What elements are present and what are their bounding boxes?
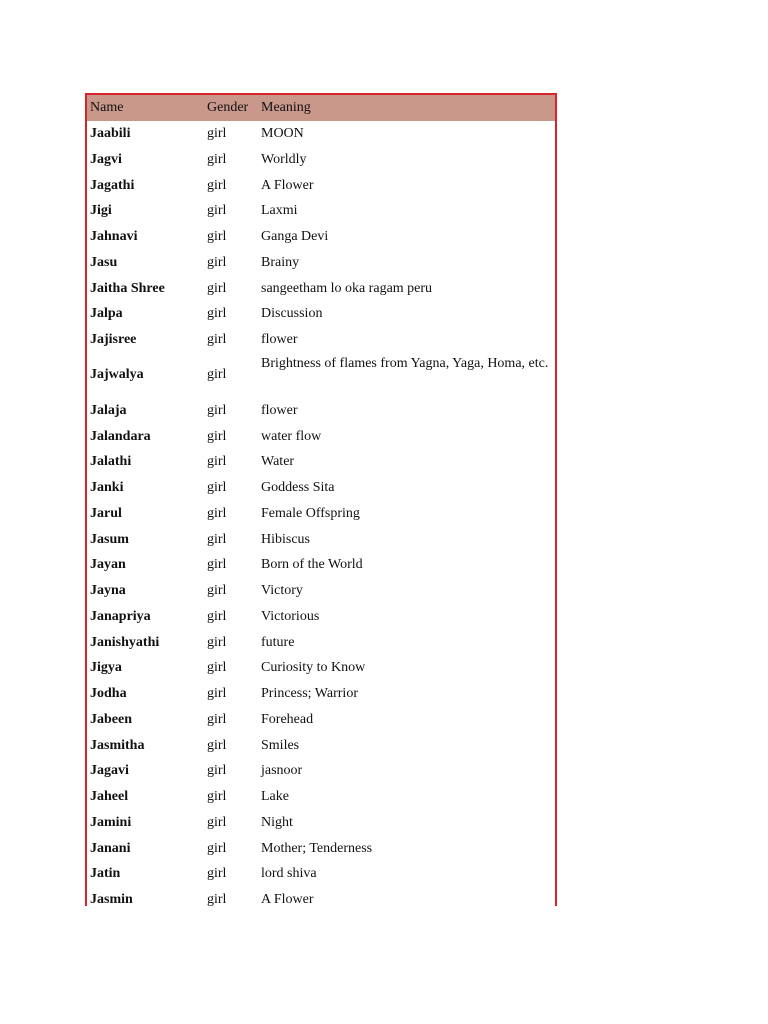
table-row [87, 276, 555, 302]
meaning-cell: lord shiva [261, 866, 317, 882]
gender-cell: girl [207, 737, 227, 753]
gender-cell: girl [207, 789, 227, 804]
table-row [87, 424, 555, 450]
gender-cell: girl [207, 557, 227, 573]
gender-cell: girl [207, 454, 227, 470]
gender-cell: girl [207, 126, 227, 141]
table-row [87, 578, 555, 604]
table-row [87, 475, 555, 501]
name-cell: Jalpa [90, 306, 123, 322]
meaning-cell: jasnoor [261, 763, 303, 779]
name-cell: Janapriya [90, 608, 151, 624]
table-row [87, 301, 555, 327]
meaning-cell: Hibiscus [261, 531, 310, 547]
gender-cell: girl [207, 402, 227, 418]
name-cell: Jabeen [90, 711, 132, 727]
table-row [87, 353, 555, 398]
gender-cell: girl [207, 660, 227, 676]
meaning-cell: Ganga Devi [261, 229, 329, 244]
table-row [87, 836, 555, 862]
gender-cell: girl [207, 711, 227, 727]
meaning-cell: Curiosity to Know [261, 660, 366, 676]
meaning-cell: A Flower [261, 892, 314, 907]
table-row [87, 198, 555, 224]
name-cell: Jagathi [90, 177, 135, 193]
table-row [87, 552, 555, 578]
gender-cell: girl [207, 428, 227, 444]
table-row [87, 810, 555, 836]
table-row [87, 733, 555, 759]
meaning-cell: sangeetham lo oka ragam peru [261, 280, 433, 296]
meaning-cell: Brainy [261, 254, 300, 270]
gender-cell: girl [207, 505, 227, 521]
gender-cell: girl [207, 254, 227, 270]
table-row [87, 887, 555, 913]
meaning-cell: Victory [261, 583, 303, 598]
header-name: Name [90, 100, 124, 115]
meaning-cell: Victorious [261, 608, 320, 624]
gender-cell: girl [207, 763, 227, 779]
gender-cell: girl [207, 366, 227, 382]
name-cell: Jayan [90, 557, 126, 573]
gender-cell: girl [207, 332, 227, 347]
name-cell: Jodha [90, 686, 127, 701]
gender-cell: girl [207, 840, 227, 856]
table-body [87, 121, 555, 913]
meaning-cell: Smiles [261, 737, 300, 753]
gender-cell: girl [207, 892, 227, 907]
meaning-cell: Mother; Tenderness [261, 840, 373, 856]
meaning-cell: Brightness of flames from Yagna, Yaga, Homa, etc. [261, 355, 549, 371]
name-cell: Jamini [90, 814, 132, 830]
meaning-cell: Night [261, 814, 293, 830]
name-cell: Jaheel [90, 789, 129, 804]
name-cell: Jarul [90, 505, 122, 521]
meaning-cell: A Flower [261, 177, 314, 193]
header-gender: Gender [207, 100, 249, 115]
table-row [87, 861, 555, 887]
name-cell: Janki [90, 480, 124, 495]
table-row [87, 121, 555, 147]
meaning-cell: Lake [261, 789, 289, 804]
name-cell: Jahnavi [90, 229, 138, 244]
name-cell: Janishyathi [90, 634, 160, 650]
meaning-cell: water flow [261, 428, 322, 444]
table-row [87, 604, 555, 630]
meaning-cell: Discussion [261, 306, 323, 322]
meaning-cell: Goddess Sita [261, 480, 335, 495]
gender-cell: girl [207, 583, 227, 598]
gender-cell: girl [207, 480, 227, 495]
table-row [87, 224, 555, 250]
table-row [87, 250, 555, 276]
table-row [87, 327, 555, 353]
gender-cell: girl [207, 866, 227, 882]
name-cell: Jatin [90, 866, 121, 882]
gender-cell: girl [207, 686, 227, 701]
meaning-cell: Laxmi [261, 203, 298, 219]
name-cell: Jagvi [90, 151, 122, 167]
name-cell: Jajisree [90, 332, 137, 347]
gender-cell: girl [207, 608, 227, 624]
table-row [87, 527, 555, 553]
gender-cell: girl [207, 177, 227, 193]
name-cell: Jasmitha [90, 737, 145, 753]
table-row [87, 147, 555, 173]
meaning-cell: Born of the World [261, 557, 363, 573]
gender-cell: girl [207, 229, 227, 244]
meaning-cell: flower [261, 332, 298, 347]
name-cell: Jajwalya [90, 366, 144, 382]
gender-cell: girl [207, 814, 227, 830]
meaning-cell: future [261, 634, 295, 650]
name-cell: Jalathi [90, 454, 132, 470]
table-row [87, 681, 555, 707]
table-row [87, 501, 555, 527]
name-cell: Jigi [90, 203, 112, 219]
name-cell: Jasmin [90, 892, 133, 907]
gender-cell: girl [207, 531, 227, 547]
gender-cell: girl [207, 280, 227, 296]
meaning-cell: Female Offspring [261, 505, 360, 521]
name-cell: Jalandara [90, 428, 151, 444]
table-row [87, 449, 555, 475]
name-cell: Jaitha Shree [90, 280, 165, 296]
meaning-cell: Princess; Warrior [261, 686, 358, 701]
name-cell: Jayna [90, 583, 126, 598]
table-row [87, 758, 555, 784]
gender-cell: girl [207, 203, 227, 219]
table-row [87, 707, 555, 733]
table-row [87, 655, 555, 681]
gender-cell: girl [207, 151, 227, 167]
table-row [87, 398, 555, 424]
table-row [87, 173, 555, 199]
meaning-cell: Worldly [261, 151, 307, 167]
name-cell: Jasu [90, 254, 118, 270]
meaning-cell: MOON [261, 126, 304, 141]
names-table [85, 93, 557, 906]
name-cell: Jalaja [90, 402, 127, 418]
name-cell: Jasum [90, 531, 129, 547]
meaning-cell: flower [261, 402, 298, 418]
gender-cell: girl [207, 634, 227, 650]
meaning-cell: Forehead [261, 711, 314, 727]
table-header-row [87, 95, 555, 121]
gender-cell: girl [207, 306, 227, 322]
table-row [87, 784, 555, 810]
name-cell: Jigya [90, 660, 122, 676]
meaning-cell: Water [261, 454, 295, 470]
name-cell: Jaabili [90, 126, 131, 141]
header-meaning: Meaning [261, 100, 311, 115]
table-row [87, 630, 555, 656]
name-cell: Janani [90, 840, 131, 856]
name-cell: Jagavi [90, 763, 129, 779]
